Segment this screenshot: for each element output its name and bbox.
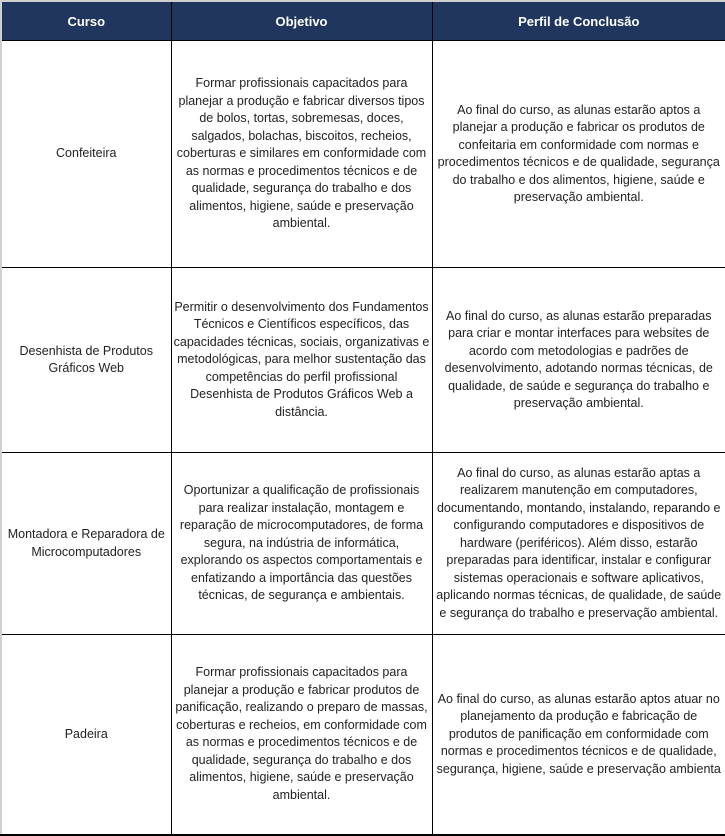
header-curso: Curso — [1, 1, 171, 41]
table-row — [1, 268, 725, 453]
header-perfil-conclusao: Perfil de Conclusão — [432, 1, 725, 41]
cell-curso: Confeiteira — [1, 41, 171, 268]
cell-objetivo: Formar profissionais capacitados para planejar a produção e fabricar diversos tipos de bolos, tortas, sobremesas, doces, salgados, bolachas, biscoitos, recheios, coberturas e similares em conformidade com as normas e procedimentos técnicos e de qualidade, segurança do trabalho e dos alimentos, higiene, saúde e preservação ambiental. — [171, 41, 432, 268]
table-row — [1, 41, 725, 268]
cell-curso: Desenhista de Produtos Gráficos Web — [1, 268, 171, 453]
cell-perfil: Ao final do curso, as alunas estarão preparadas para criar e montar interfaces para websites de acordo com metodologias e padrões de desenvolvimento, adotando normas técnicas, de qualidade, de saúde e segurança do trabalho e preservação ambiental. — [432, 268, 725, 453]
cell-perfil: Ao final do curso, as alunas estarão aptas a realizarem manutenção em computadores, documentando, montando, instalando, reparando e configurando computadores e dispositivos de hardware (periféricos). Além disso, estarão preparadas para identificar, instalar e configurar sistemas operacionais e software aplicativos, aplicando normas técnicas, de qualidade, de saúde e segurança do trabalho e preservação ambiental. — [432, 453, 725, 635]
table-header — [1, 1, 725, 41]
cell-objetivo: Oportunizar a qualificação de profissionais para realizar instalação, montagem e reparação de microcomputadores, de forma segura, na indústria de informática, explorando os aspectos comportamentais e enfatizando a importância das questões técnicas, de segurança e ambientais. — [171, 453, 432, 635]
cell-curso: Padeira — [1, 634, 171, 835]
header-row — [1, 1, 725, 41]
table-row — [1, 453, 725, 635]
table-row — [1, 634, 725, 835]
cell-objetivo: Formar profissionais capacitados para planejar a produção e fabricar produtos de panificação, realizando o preparo de massas, coberturas e recheios, em conformidade com as normas e procedimentos técnicos e de qualidade, segurança do trabalho e dos alimentos, higiene, saúde e preservação ambiental. — [171, 634, 432, 835]
cell-curso: Montadora e Reparadora de Microcomputadores — [1, 453, 171, 635]
cell-perfil: Ao final do curso, as alunas estarão aptos a planejar a produção e fabricar os produtos de confeitaria em conformidade com normas e procedimentos técnicos e de qualidade, segurança do trabalho e dos alimentos, higiene, saúde e preservação ambiental. — [432, 41, 725, 268]
cell-objetivo: Permitir o desenvolvimento dos Fundamentos Técnicos e Científicos específicos, das capacidades técnicas, sociais, organizativas e metodológicas, para melhor sustentação das competências do perfil profissional Desenhista de Produtos Gráficos Web a distância. — [171, 268, 432, 453]
header-objetivo: Objetivo — [171, 1, 432, 41]
cell-perfil: Ao final do curso, as alunas estarão aptos atuar no planejamento da produção e fabricação de produtos de panificação em conformidade com normas e procedimentos técnicos e de qualidade, segurança, higiene, saúde e preservação ambienta — [432, 634, 725, 835]
table-body — [1, 41, 725, 836]
